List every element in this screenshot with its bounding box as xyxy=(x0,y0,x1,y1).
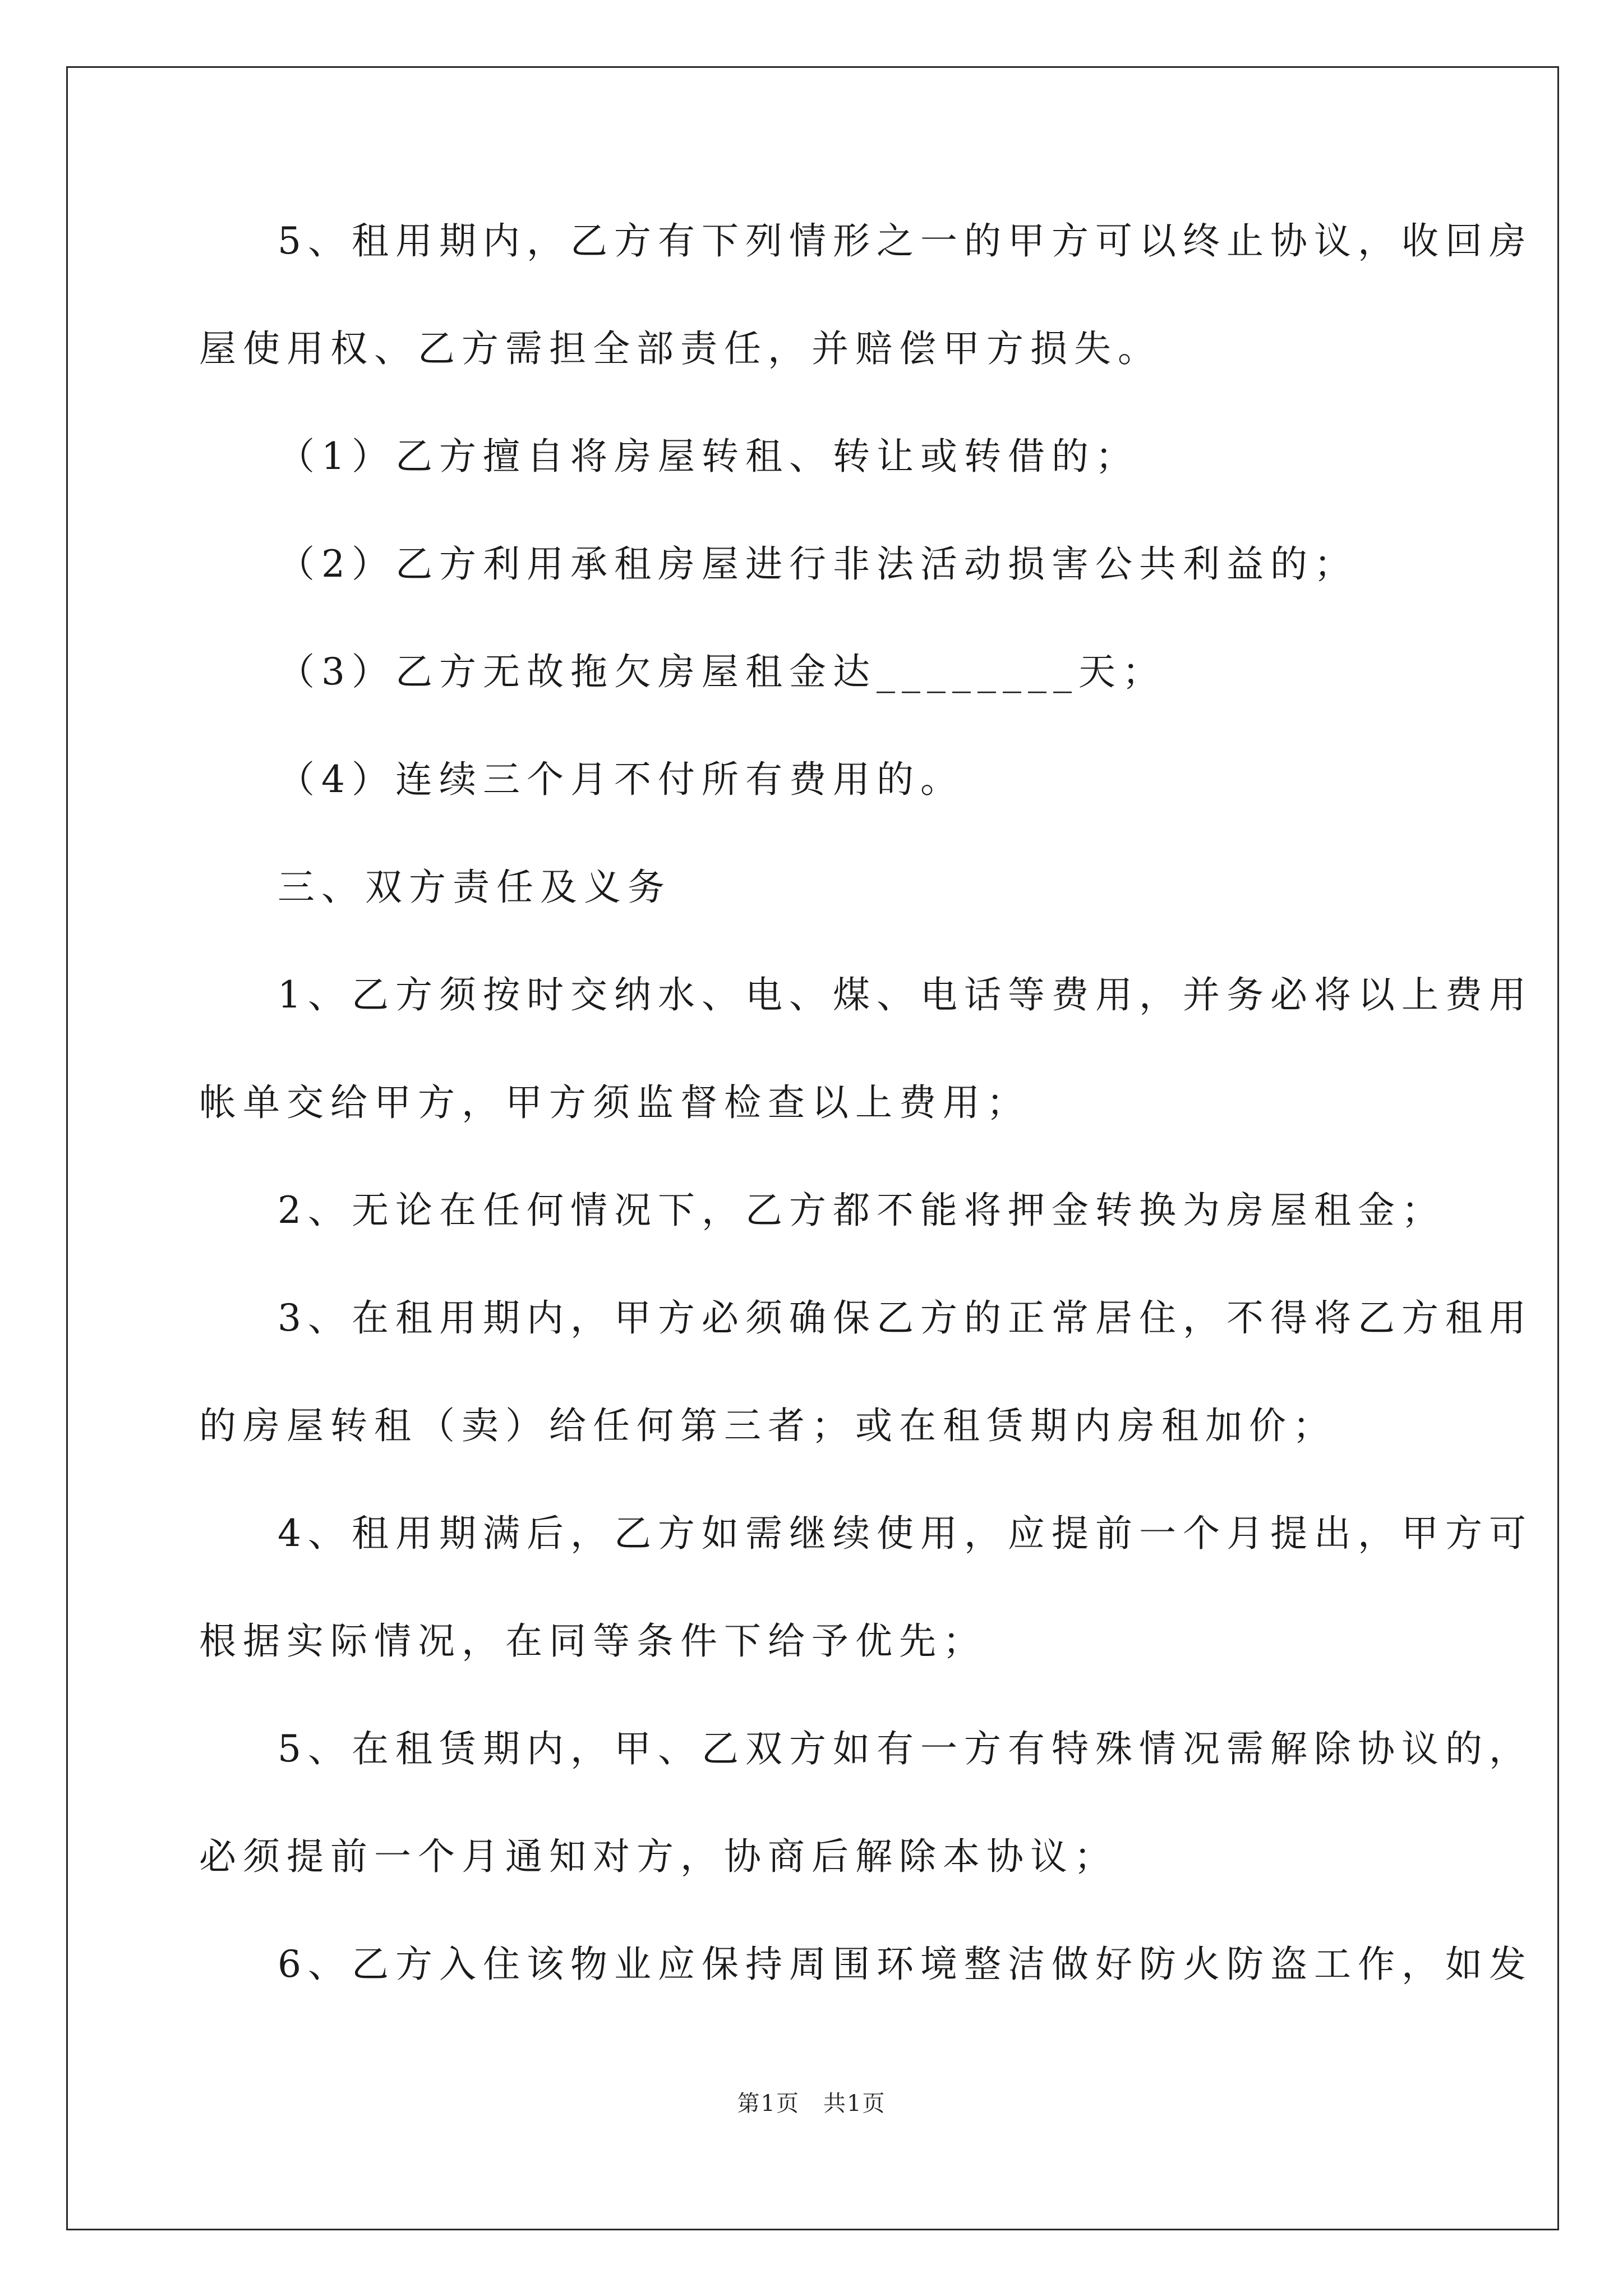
paragraph-line: 1、乙方须按时交纳水、电、煤、电话等费用，并务必将以上费用 xyxy=(278,973,1533,1016)
page-border xyxy=(66,66,1559,2230)
paragraph-line: 5、租用期内，乙方有下列情形之一的甲方可以终止协议，收回房 xyxy=(278,219,1533,263)
paragraph-line: 根据实际情况，在同等条件下给予优先； xyxy=(199,1619,986,1663)
paragraph-line: （3）乙方无故拖欠房屋租金达________天； xyxy=(278,650,1166,693)
section-heading: 三、双方责任及义务 xyxy=(278,866,671,909)
paragraph-line: 屋使用权、乙方需担全部责任，并赔偿甲方损失。 xyxy=(199,327,1161,370)
paragraph-line: （2）乙方利用承租房屋进行非法活动损害公共利益的； xyxy=(278,542,1358,586)
paragraph-line: 必须提前一个月通知对方，协商后解除本协议； xyxy=(199,1835,1118,1878)
paragraph-line: 帐单交给甲方，甲方须监督检查以上费用； xyxy=(199,1081,1030,1124)
paragraph-line: 2、无论在任何情况下，乙方都不能将押金转换为房屋租金； xyxy=(278,1189,1445,1232)
paragraph-line: 4、租用期满后，乙方如需继续使用，应提前一个月提出，甲方可 xyxy=(278,1512,1533,1555)
paragraph-line: 3、在租用期内，甲方必须确保乙方的正常居住，不得将乙方租用 xyxy=(278,1296,1533,1340)
paragraph-line: （4）连续三个月不付所有费用的。 xyxy=(278,758,964,801)
paragraph-line: （1）乙方擅自将房屋转租、转让或转借的； xyxy=(278,435,1139,478)
paragraph-line: 6、乙方入住该物业应保持周围环境整洁做好防火防盗工作，如发 xyxy=(278,1943,1533,1986)
page-footer: 第1页 共1页 xyxy=(737,2091,886,2116)
paragraph-line: 的房屋转租（卖）给任何第三者；或在租赁期内房租加价； xyxy=(199,1404,1336,1447)
paragraph-line: 5、在租赁期内，甲、乙双方如有一方有特殊情况需解除协议的， xyxy=(278,1727,1533,1770)
